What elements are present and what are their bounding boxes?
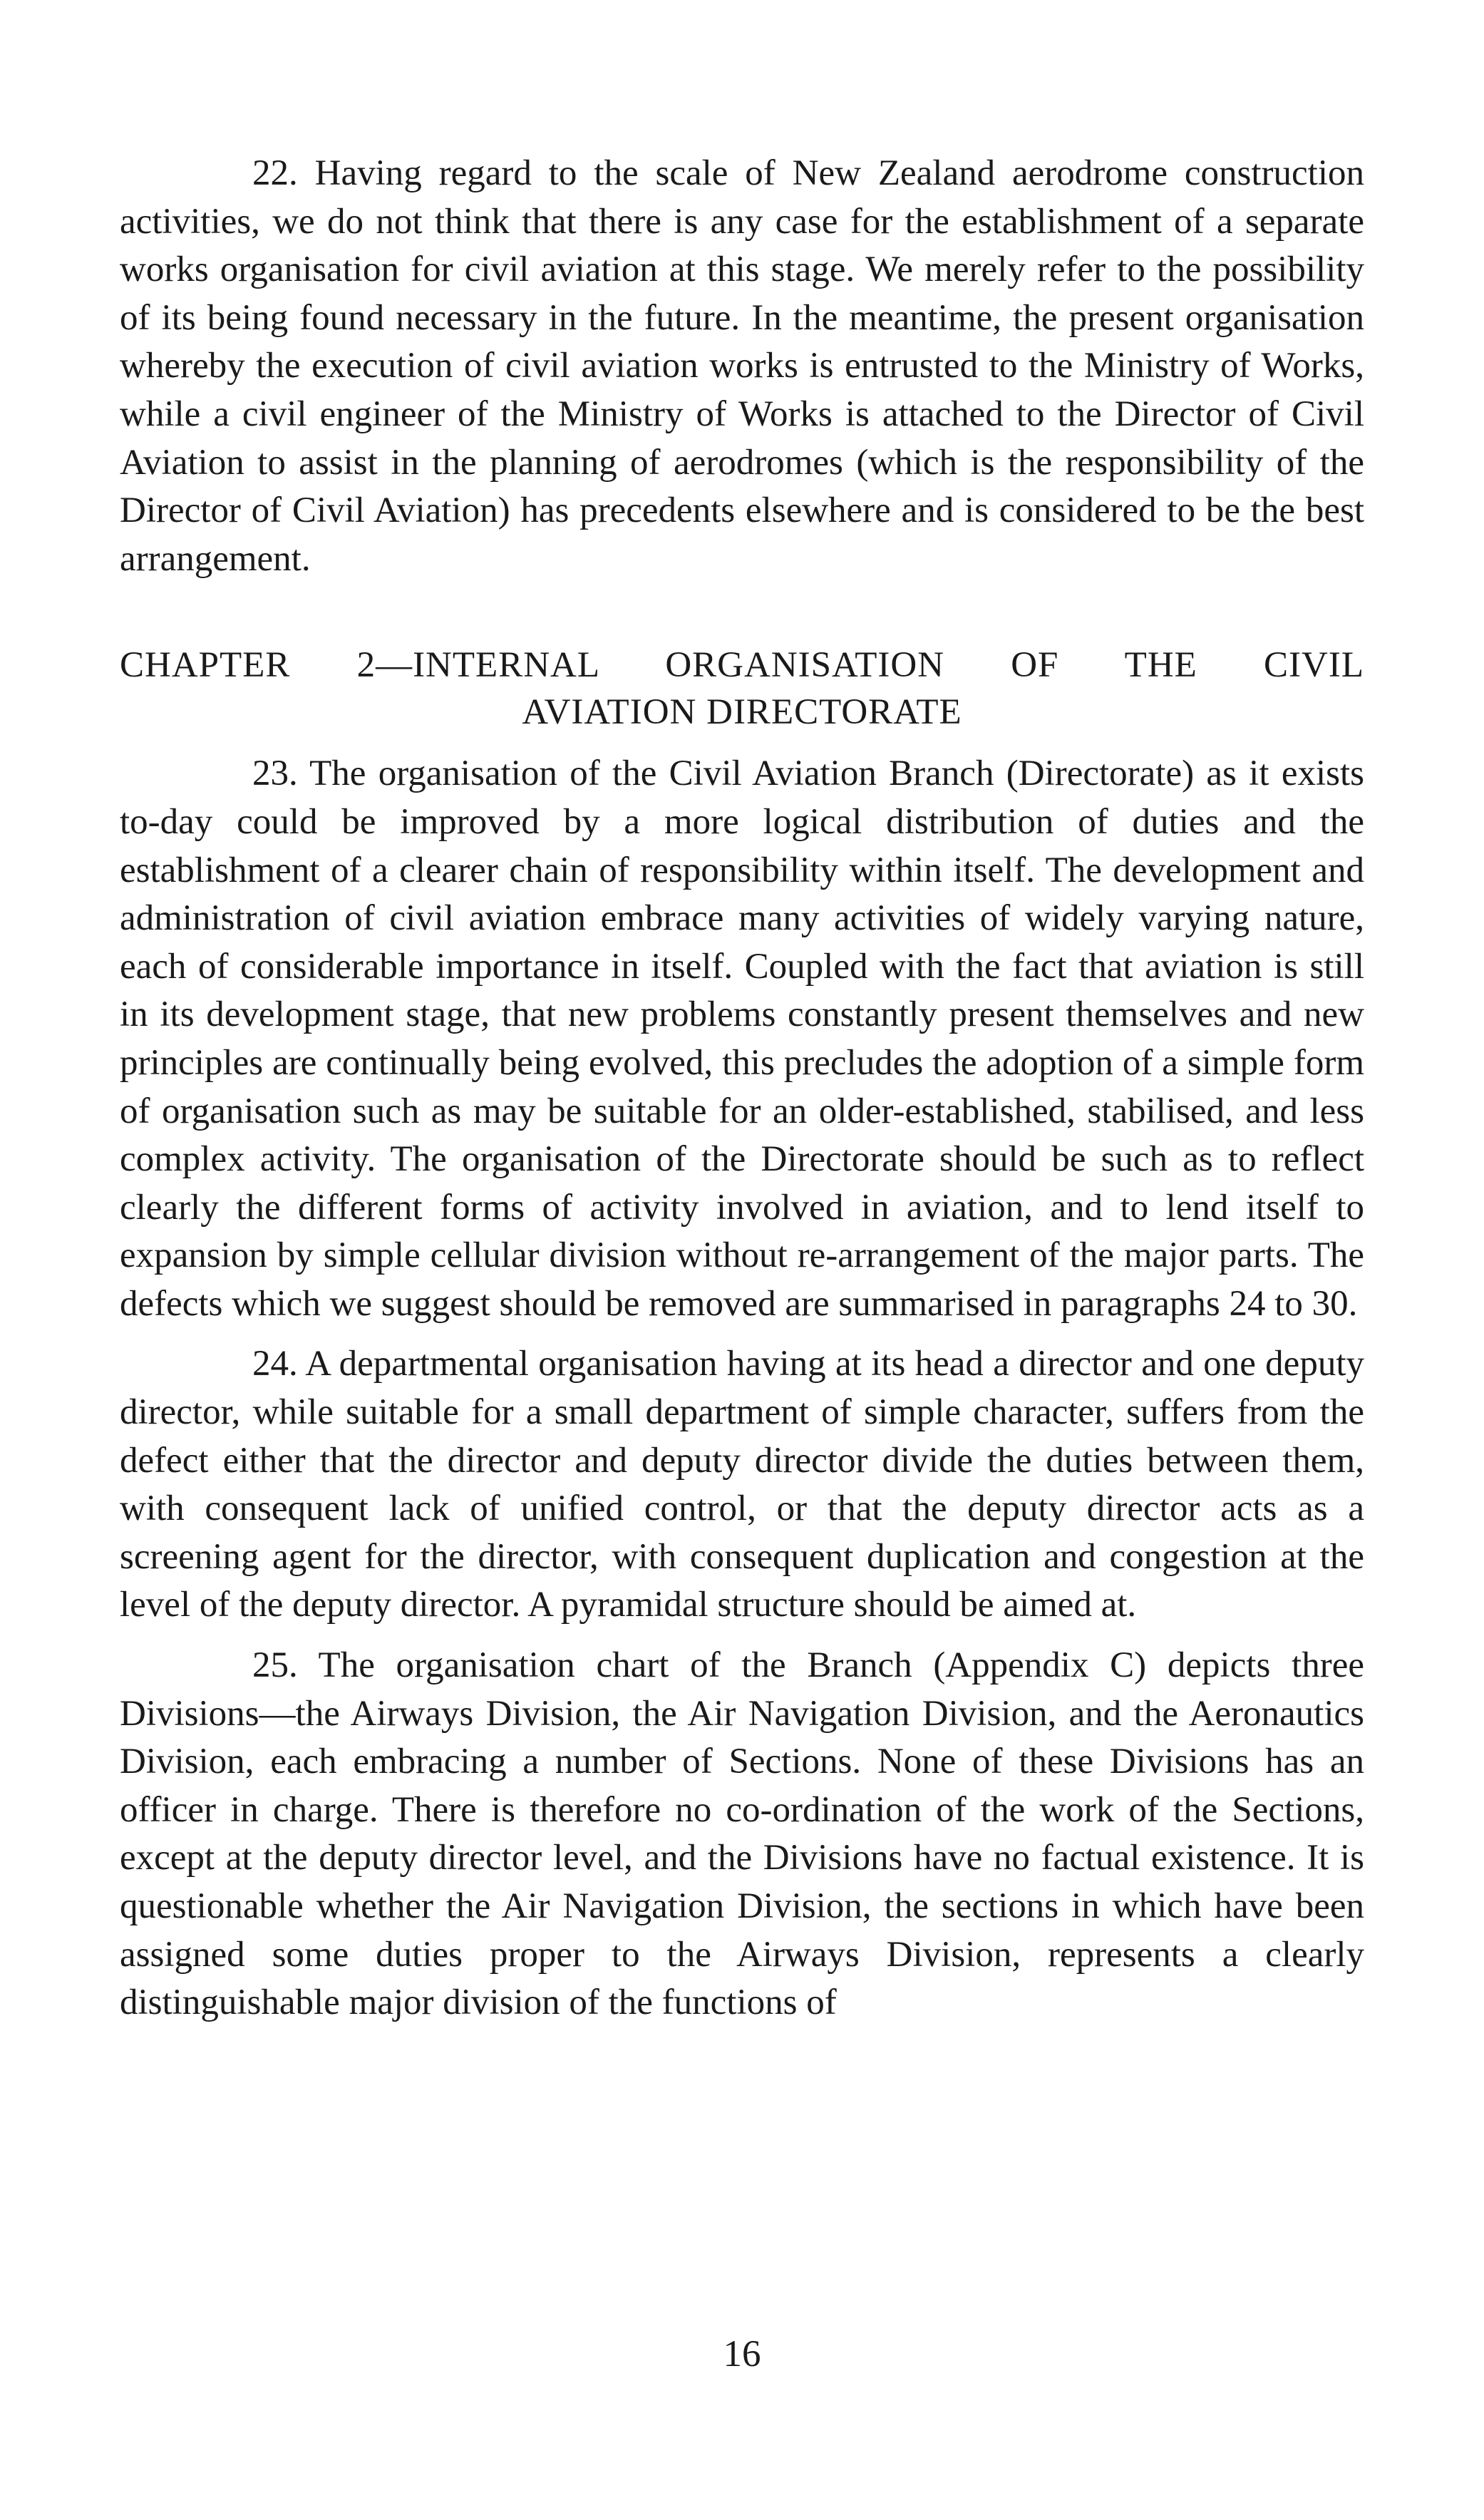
page-number: 16 — [723, 2333, 761, 2375]
chapter-heading-line2: AVIATION DIRECTORATE — [522, 692, 962, 733]
paragraph-22: 22. Having regard to the scale of New Zealand aerodrome construction activities, we do not think that there is any case for the establishment of a separate works organisation for civil aviation at this stage. We merely refer to the possibility of its being found necessary in the future. In the meantime, the present organisation whereby the execution of civil aviation works is entrusted to the Ministry of Works, while a civil engineer of the Ministry of Works is attached to the Director of Civil Aviation to assist in the planning of aerodromes (which is the responsibility of the Director of Civil Aviation) has precedents elsewhere and is considered to be the best arrangement. — [120, 153, 1364, 579]
chapter-heading-line1: CHAPTER 2—INTERNAL ORGANISATION OF THE CIVIL — [120, 645, 1364, 686]
paragraph-24: 24. A departmental organisation having at its head a director and one deputy director, while suitable for a small department of simple character, suffers from the defect either that the director and deputy director divide the duties between them, with consequent lack of unified control, or that the deputy director acts as a screening agent for the director, with consequent duplication and congestion at the level of the deputy director. A pyramidal structure should be aimed at. — [120, 1344, 1364, 1625]
page-body — [120, 150, 1364, 2040]
paragraph-23: 23. The organisation of the Civil Aviation Branch (Directorate) as it exists to-day could be improved by a more logical distribution of duties and the establishment of a clearer chain of responsibility within itself. The development and administration of civil aviation embrace many activities of widely varying nature, each of considerable importance in itself. Coupled with the fact that aviation is still in its development stage, that new problems constantly present themselves and new principles are continually being evolved, this precludes the adoption of a simple form of organisation such as may be suitable for an older-established, stabilised, and less complex activity. The organisation of the Directorate should be such as to reflect clearly the different forms of activity involved in aviation, and to lend itself to expansion by simple cellular division without re-arrangement of the major parts. The defects which we suggest should be removed are summarised in paragraphs 24 to 30. — [120, 754, 1364, 1324]
paragraph-25: 25. The organisation chart of the Branch (Appendix C) depicts three Divisions—the Airways Division, the Air Navigation Division, and the Aeronautics Division, each embracing a number of Sections. None of these Divisions has an officer in charge. There is therefore no co-ordination of the work of the Sections, except at the deputy director level, and the Divisions have no factual existence. It is questionable whether the Air Navigation Division, the sections in which have been assigned some duties proper to the Airways Division, represents a clearly distinguishable major division of the functions of — [120, 1645, 1364, 2023]
chapter-heading — [120, 642, 1364, 736]
